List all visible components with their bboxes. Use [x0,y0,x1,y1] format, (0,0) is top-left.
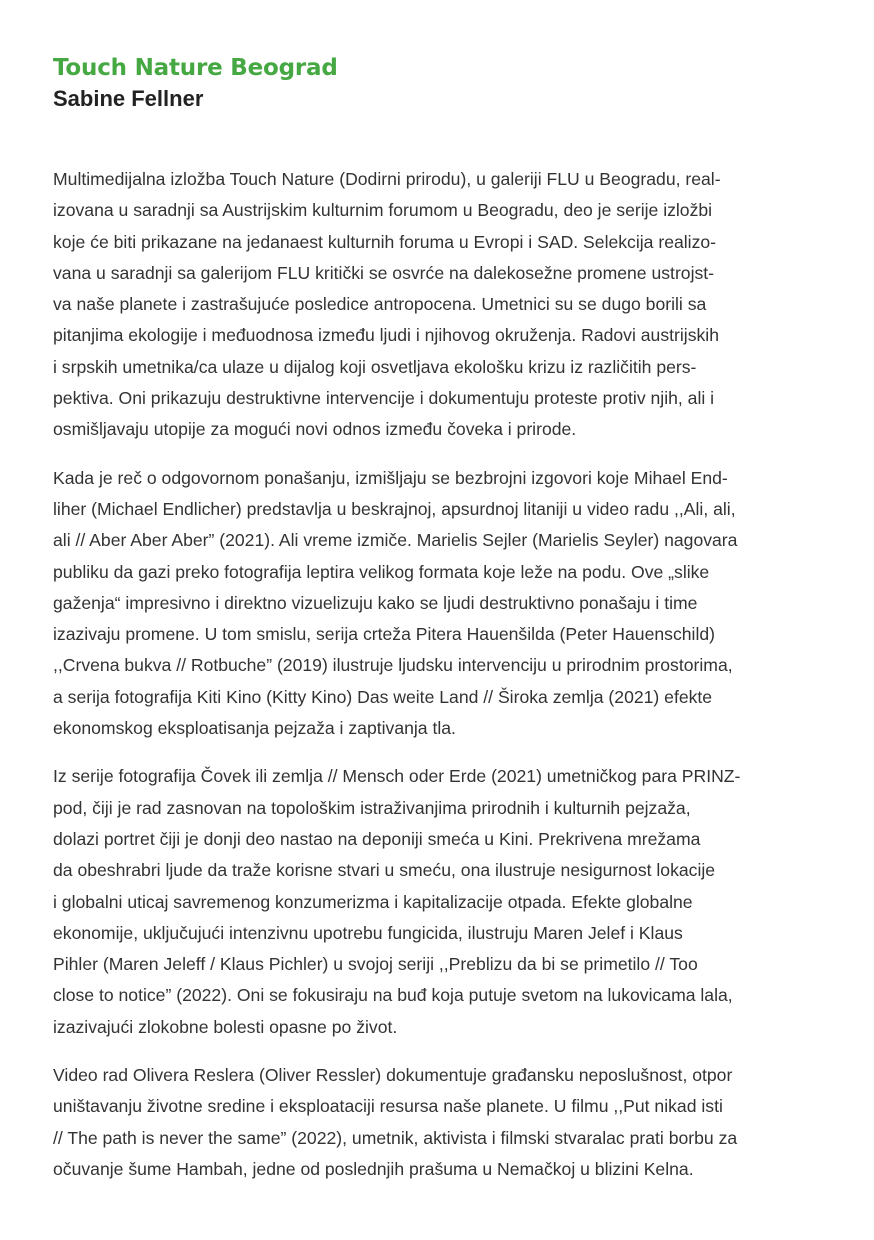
text-line: koje će biti prikazane na jedanaest kulturnih foruma u Evropi i SAD. Selekcija realizo- [53,231,717,252]
text-line: ,,Crvena bukva // Rotbuche” (2019) ilustruje ljudsku intervenciju u prirodnim prostorima, [53,655,733,676]
paragraph [53,164,833,446]
text-line: ekonomije, uključujući intenzivnu upotrebu fungicida, ilustruju Maren Jelef i Klaus [53,922,683,943]
text-line: vana u saradnji sa galerijom FLU kritički se osvrće na dalekosežne promene ustrojst- [53,262,715,283]
text-line: uništavanju životne sredine i eksploataciji resursa naše planete. U filmu ,,Put nikad isti [53,1096,723,1117]
author-name: Sabine Fellner [53,86,204,111]
text-line: osmišljavaju utopije za mogući novi odnos između čoveka i prirode. [53,419,577,440]
text-line: pitanjima ekologije i međuodnosa između ljudi i njihovog okruženja. Radovi austrijskih [53,325,719,346]
text-line: Iz serije fotografija Čovek ili zemlja // Mensch oder Erde (2021) umetničkog para PRINZ- [53,766,741,787]
text-line: izazivaju promene. U tom smislu, serija crteža Pitera Hauenšilda (Peter Hauenschild) [53,624,715,645]
paragraph [53,1060,833,1185]
text-line: izazivajući zlokobne bolesti opasne po život. [53,1016,398,1037]
text-line: i srpskih umetnika/ca ulaze u dijalog koji osvetljava ekološku krizu iz različitih pers- [53,356,697,377]
paragraph [53,463,833,745]
article-body [53,164,833,1185]
text-line: da obeshrabri ljude da traže korisne stvari u smeću, ona ilustruje nesigurnost lokacije [53,860,716,881]
text-line: a serija fotografija Kiti Kino (Kitty Kino) Das weite Land // Široka zemlja (2021) efekte [53,686,713,707]
text-line: očuvanje šume Hambah, jedne od poslednjih prašuma u Nemačkoj u blizini Kelna. [53,1158,694,1179]
text-line: liher (Michael Endlicher) predstavlja u beskrajnoj, apsurdnoj litaniji u video radu ,,Ali, ali, [53,498,736,519]
text-line: ali // Aber Aber Aber” (2021). Ali vreme izmiče. Marielis Sejler (Marielis Seyler) nagovara [53,530,738,551]
text-line: publiku da gazi preko fotografija leptira velikog formata koje leže na podu. Ove „slike [53,561,710,582]
article [53,52,833,1202]
text-line: Pihler (Maren Jeleff / Klaus Pichler) u svojoj seriji ,,Preblizu da bi se primetilo // Too [53,954,698,975]
text-line: Video rad Olivera Reslera (Oliver Ressler) dokumentuje građansku neposlušnost, otpor [53,1065,733,1086]
text-line: pektiva. Oni prikazuju destruktivne intervencije i dokumentuju proteste protiv njih, ali i [53,388,715,409]
exhibition-title: Touch Nature Beograd [53,55,338,81]
text-line: dolazi portret čiji je donji deo nastao na deponiji smeća u Kini. Prekrivena mrežama [53,828,701,849]
text-line: va naše planete i zastrašujuće posledice antropocena. Umetnici su se dugo borili sa [53,294,707,315]
text-line: Kada je reč o odgovornom ponašanju, izmišljaju se bezbrojni izgovori koje Mihael End- [53,467,728,488]
text-line: // The path is never the same” (2022), umetnik, aktivista i filmski stvaralac prati borbu za [53,1127,738,1148]
text-line: close to notice” (2022). Oni se fokusiraju na buđ koja putuje svetom na lukovicama lala, [53,985,733,1006]
text-line: pod, čiji je rad zasnovan na topološkim istraživanjima prirodnih i kulturnih pejzaža, [53,797,691,818]
text-line: Multimedijalna izložba Touch Nature (Dodirni prirodu), u galeriji FLU u Beogradu, real- [53,169,721,189]
text-line: izovana u saradnji sa Austrijskim kulturnim forumom u Beogradu, deo je serije izložbi [53,200,713,221]
text-line: i globalni uticaj savremenog konzumerizma i kapitalizacije otpada. Efekte globalne [53,891,693,912]
text-line: gaženja“ impresivno i direktno vizuelizuju kako se ljudi destruktivno ponašaju i time [53,592,698,613]
text-line: ekonomskog eksploatisanja pejzaža i zaptivanja tla. [53,718,456,739]
paragraph [53,761,833,1043]
